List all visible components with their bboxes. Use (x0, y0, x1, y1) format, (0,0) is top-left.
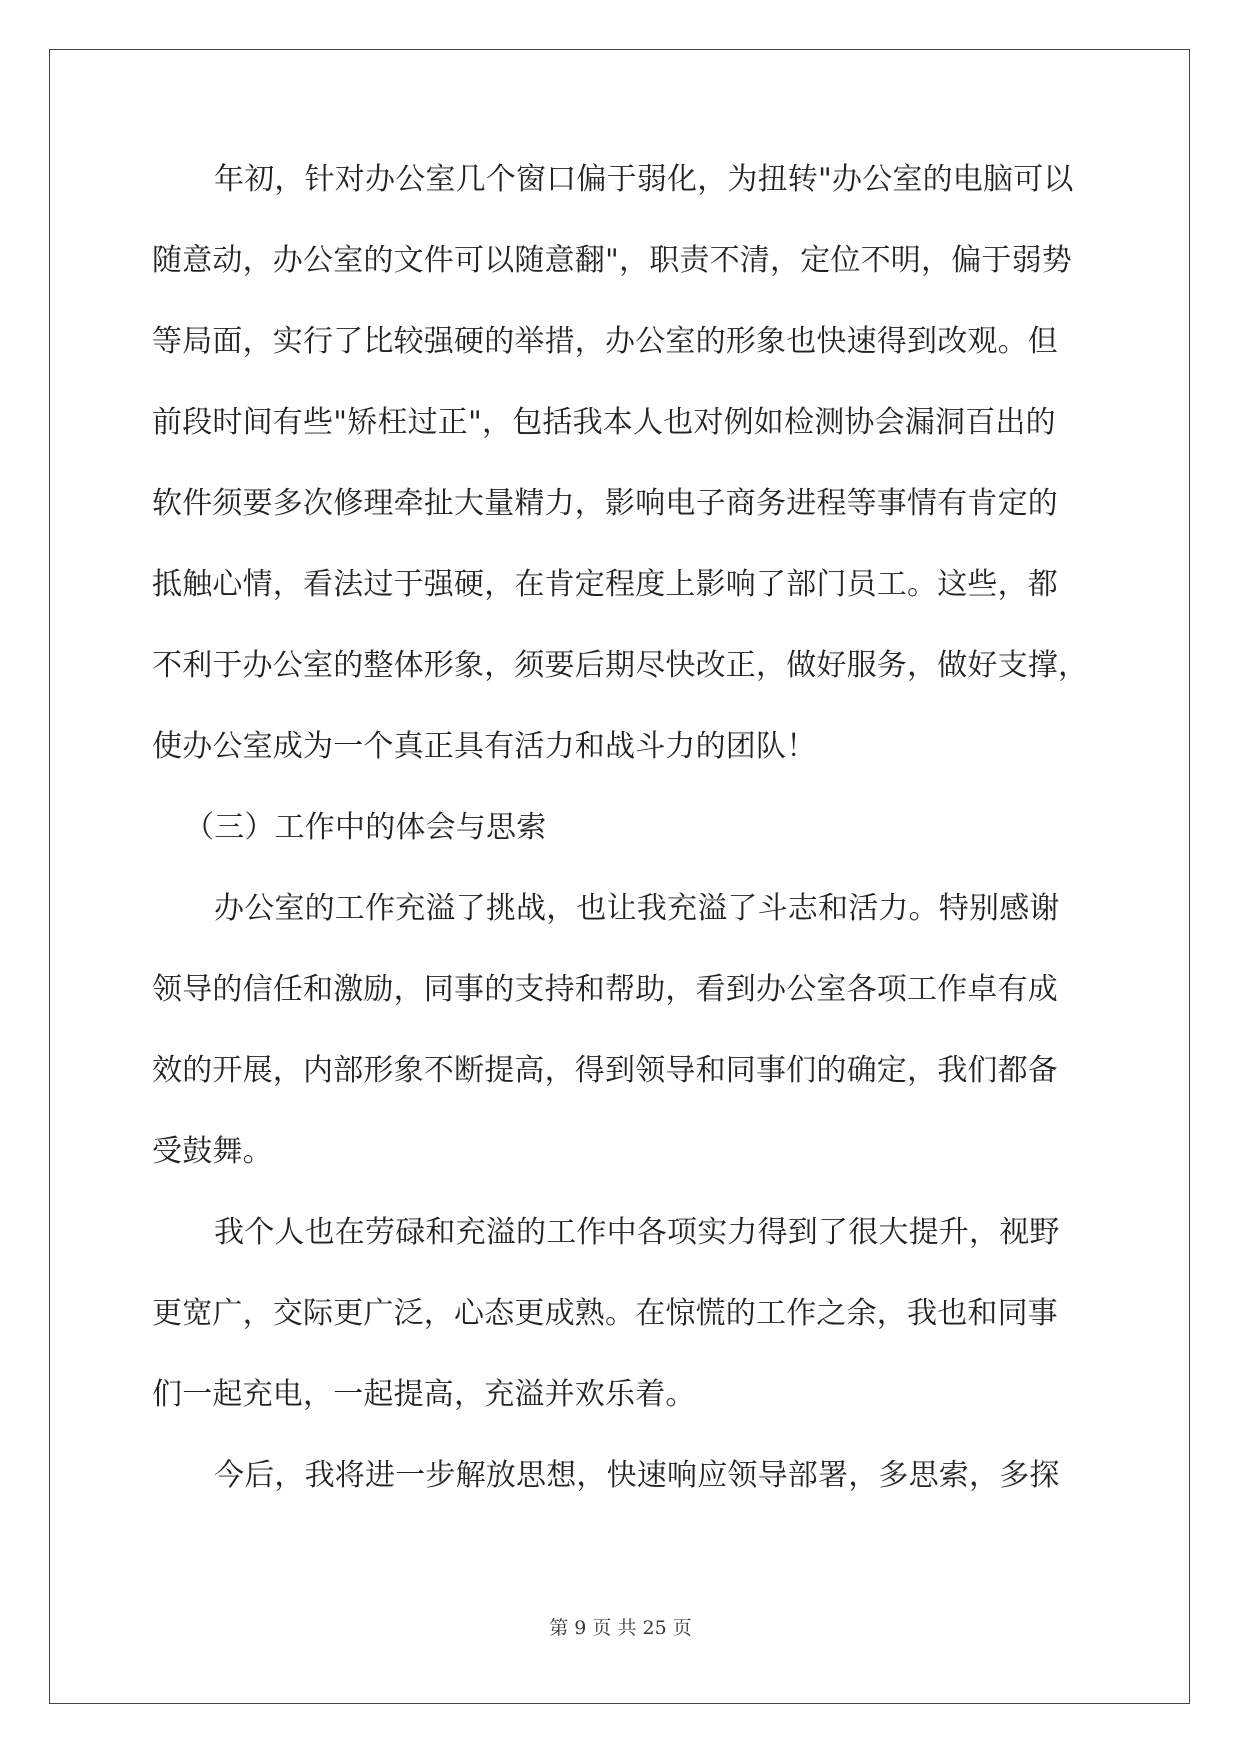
text-line: 不利于办公室的整体形象，须要后期尽快改正，做好服务，做好支撑， (152, 648, 1089, 683)
document-body (152, 160, 1092, 1496)
page-number-footer: 第 9 页 共 25 页 (549, 1617, 692, 1639)
text-line: 软件须要多次修理牵扯大量精力，影响电子商务进程等事情有肯定的 (152, 486, 1058, 521)
text-line: 效的开展，内部形象不断提高，得到领导和同事们的确定，我们都备 (152, 1053, 1058, 1088)
heading-line: （三）工作中的体会与思索 (184, 810, 547, 845)
text-line: 办公室的工作充溢了挑战，也让我充溢了斗志和活力。特别感谢 (214, 891, 1060, 926)
text-line: 年初，针对办公室几个窗口偏于弱化，为扭转"办公室的电脑可以 (214, 162, 1074, 197)
text-line: 领导的信任和激励，同事的支持和帮助，看到办公室各项工作卓有成 (152, 972, 1058, 1007)
paragraph-5 (152, 1456, 1092, 1496)
text-line: 使办公室成为一个真正具有活力和战斗力的团队！ (152, 729, 817, 764)
text-line: 受鼓舞。 (152, 1134, 273, 1169)
text-line: 随意动，办公室的文件可以随意翻"，职责不清，定位不明，偏于弱势 (152, 243, 1072, 278)
text-line: 前段时间有些"矫枉过正"，包括我本人也对例如检测协会漏洞百出的 (152, 405, 1056, 440)
text-line: 今后，我将进一步解放思想，快速响应领导部署，多思索，多探 (214, 1458, 1060, 1493)
paragraph-3 (152, 889, 1092, 1213)
text-line: 抵触心情，看法过于强硬，在肯定程度上影响了部门员工。这些，都 (152, 567, 1058, 602)
text-line: 我个人也在劳碌和充溢的工作中各项实力得到了很大提升，视野 (214, 1215, 1060, 1250)
section-heading (152, 808, 1092, 889)
paragraph-4 (152, 1213, 1092, 1456)
text-line: 等局面，实行了比较强硬的举措，办公室的形象也快速得到改观。但 (152, 324, 1058, 359)
paragraph-1 (152, 160, 1092, 808)
text-line: 更宽广，交际更广泛，心态更成熟。在惊慌的工作之余，我也和同事 (152, 1296, 1058, 1331)
text-line: 们一起充电，一起提高，充溢并欢乐着。 (152, 1377, 696, 1412)
